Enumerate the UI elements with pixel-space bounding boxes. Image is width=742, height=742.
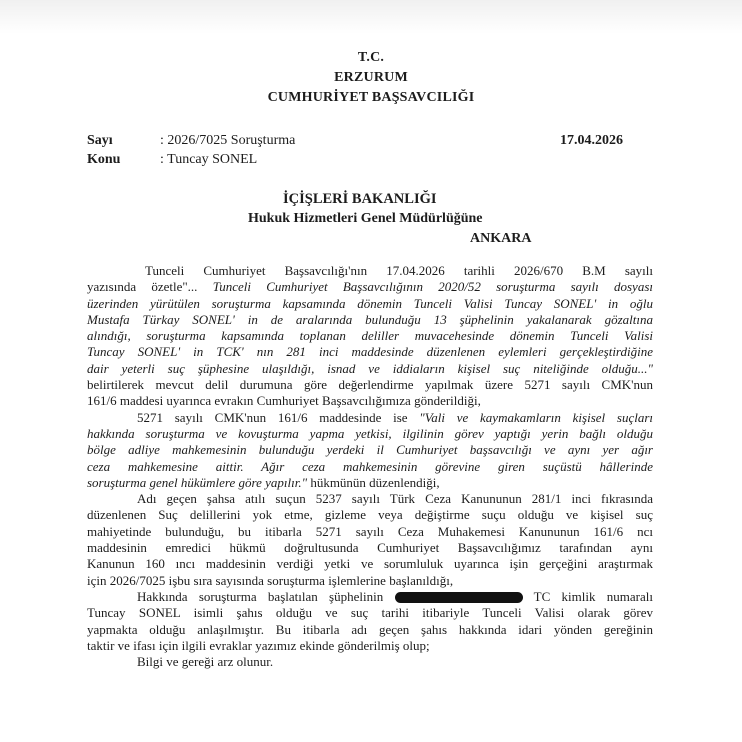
body-line: dair yeterli suç şüphesine ulaşıldığı, isnad ve iddiaların kişisel suç niteliğinde olduğu..." (87, 360, 653, 376)
scan-top-shadow (0, 0, 742, 34)
body-line: Tuncay SONEL isimli şahıs olduğu ve suç tarihi itibariyle Tunceli Valisi olarak görev (87, 605, 653, 621)
body-line: üzerinden yürütülen soruşturma kapsamında dönemin Tunceli Valisi Tuncay SONEL' in oğlu (87, 295, 653, 311)
header-office: CUMHURİYET BAŞSAVCILIĞI (267, 90, 475, 105)
body-line: taktir ve ifası için ilgili evraklar yazımız ekinde gönderilmiş olup; (87, 637, 430, 653)
letter-body (87, 263, 653, 670)
konu-label: Konu (87, 152, 121, 167)
addressee-city: ANKARA (470, 231, 532, 246)
body-line: Hakkında soruşturma başlatılan şüphelinin TC kimlik numaralı (137, 588, 654, 604)
body-line: ceza mahkemesine aittir. Ağır ceza mahkemesinin görevine giren suçüstü hâllerinde (87, 458, 653, 474)
body-line: Tunceli Cumhuriyet Başsavcılığı'nın 17.04.2026 tarihli 2026/670 B.M sayılı (145, 263, 653, 278)
body-line: bölge adliye mahkemesinin bulunduğu yerdeki il Cumhuriyet başsavcılığı ve aynı yer ağır (87, 442, 653, 458)
body-line: 5271 sayılı CMK'nun 161/6 maddesinde ise "Vali ve kaymakamların kişisel suçları (137, 409, 654, 425)
body-line: yapmakta olduğu anlaşılmıştır. Bu itibarla adı geçen şahıs hakkında idari yönden gereğinin (87, 621, 653, 637)
body-line: mahiyetinde bulunduğu, bu itibarla 5271 sayılı Ceza Muhakemesi Kanununun 161/6 ncı (87, 523, 653, 539)
body-line: Bilgi ve gereği arz olunur. (137, 654, 274, 670)
body-line: 161/6 maddesi uyarınca evrakın Cumhuriyet Başsavcılığımıza gönderildiği, (87, 393, 481, 409)
body-line: hakkında soruşturma ve kovuşturma yapma yetkisi, ilgilinin görev yaptığı yerin bağlı olduğu (87, 425, 653, 441)
body-line: soruşturma genel hükümlere göre yapılır." hükmünün düzenlendiği, (87, 474, 440, 490)
body-line: Mustafa Türkay SONEL' in de aralarında bulunduğu 13 şüphelinin yakalanarak gözaltına (87, 311, 653, 327)
document-date: 17.04.2026 (560, 133, 623, 148)
body-line: Tuncay SONEL' in TCK' nın 281 inci maddesinde düzenlenen eylemleri gerçekleştirdiğine (87, 344, 653, 360)
redaction-bar (395, 592, 523, 603)
addressee-directorate: Hukuk Hizmetleri Genel Müdürlüğüne (248, 211, 483, 226)
sayi-label: Sayı (87, 133, 113, 148)
body-line: yazısında özetle"... Tunceli Cumhuriyet Başsavcılığının 2020/52 soruşturma sayılı dosyası (87, 279, 653, 295)
body-line: maddesinin emredici hükmü doğrultusunda Cumhuriyet Başsavcılığımız tarafından aynı (87, 540, 653, 556)
sayi-value: : 2026/7025 Soruşturma (160, 133, 296, 148)
body-line: alındığı, soruşturma kapsamında toplanan deliller muvacehesinde dönemin Tunceli Valisi (87, 328, 653, 344)
body-line: için 2026/7025 işbu sıra sayısında soruşturma işlemlerine başlanıldığı, (87, 572, 454, 588)
header-tc: T.C. (357, 50, 385, 65)
header-city: ERZURUM (334, 70, 408, 85)
body-line: Adı geçen şahsa atılı suçun 5237 sayılı Türk Ceza Kanununun 281/1 inci fıkrasında (137, 491, 653, 507)
body-line: Kanunun 160 ıncı maddesinin verdiği yetki ve sorumluluk uyarınca işin gerçeğini araştırmak (87, 556, 653, 572)
konu-value: : Tuncay SONEL (160, 152, 258, 167)
body-line: düzenlenen Suç delillerini yok etme, gizleme veya değiştirme suçu olduğu ve kişisel suç (87, 507, 653, 523)
body-line: belirtilerek mevcut delil durumuna göre değerlendirme yapılmak üzere 5271 sayılı CMK'nun (87, 377, 653, 393)
addressee-ministry: İÇİŞLERİ BAKANLIĞI (283, 191, 437, 207)
